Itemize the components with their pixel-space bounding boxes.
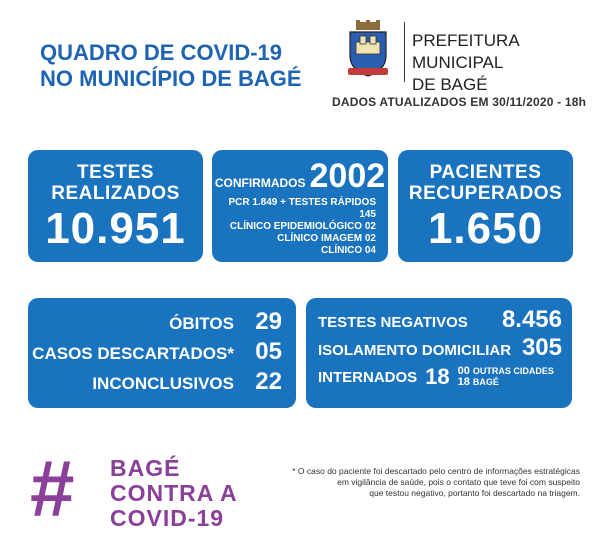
descartados-label: CASOS DESCARTADOS* bbox=[32, 344, 234, 363]
internados-outras-cidades bbox=[458, 366, 554, 377]
title-line-2: NO MUNICÍPIO DE BAGÉ bbox=[40, 66, 302, 91]
descartados-row bbox=[28, 338, 296, 368]
footnote-line-1: * O caso do paciente foi descartado pelo centro de informações estratégicas bbox=[292, 466, 580, 476]
isolamento-row bbox=[318, 334, 562, 362]
obitos-label: ÓBITOS bbox=[169, 314, 234, 333]
prefeitura-name bbox=[412, 30, 600, 96]
isolamento-value: 305 bbox=[521, 334, 562, 361]
confirmados-line-clinico: CLÍNICO 04 bbox=[320, 245, 376, 256]
internados-outras-num: 00 bbox=[457, 365, 470, 377]
confirmados-breakdown bbox=[212, 197, 388, 257]
internados-row bbox=[318, 362, 562, 392]
recuperados-label-line-1: PACIENTES bbox=[429, 162, 542, 183]
footnote-line-2: em vigilância de saúde, pois o contato que teve foi com suspeito bbox=[337, 477, 580, 487]
city-coat-of-arms-icon bbox=[342, 20, 394, 82]
testes-value: 10.951 bbox=[45, 204, 186, 253]
confirmados-card bbox=[212, 150, 388, 262]
confirmados-header bbox=[212, 158, 388, 194]
campaign-line-1: BAGÉ bbox=[110, 455, 181, 481]
negativos-row bbox=[318, 306, 562, 334]
descartados-value: 05 bbox=[255, 338, 282, 365]
obitos-value: 29 bbox=[255, 308, 282, 335]
inconclusivos-label: INCONCLUSIVOS bbox=[92, 374, 234, 393]
campaign-line-2: CONTRA A bbox=[110, 480, 238, 506]
hashtag-symbol: # bbox=[30, 444, 75, 533]
confirmados-line-epidemiologico: CLÍNICO EPIDEMIOLÓGICO 02 bbox=[229, 221, 376, 232]
obitos-card bbox=[28, 298, 296, 408]
confirmados-value: 2002 bbox=[309, 157, 386, 195]
internados-bage-label: BAGÉ bbox=[472, 377, 499, 387]
isolamento-label: ISOLAMENTO DOMICILIAR bbox=[318, 342, 512, 359]
title-line-1: QUADRO DE COVID-19 bbox=[40, 40, 283, 65]
updated-timestamp: DADOS ATUALIZADOS EM 30/11/2020 - 18h bbox=[332, 95, 587, 109]
recuperados-card bbox=[398, 150, 573, 262]
inconclusivos-row bbox=[28, 368, 296, 398]
internados-outras-label: OUTRAS CIDADES bbox=[472, 366, 554, 376]
recuperados-value: 1.650 bbox=[427, 204, 544, 253]
page-title bbox=[40, 40, 302, 92]
campaign-slogan bbox=[110, 456, 238, 531]
obitos-row bbox=[28, 308, 296, 338]
prefeitura-line-2: DE BAGÉ bbox=[412, 75, 488, 94]
status-card bbox=[306, 298, 572, 408]
footnote bbox=[265, 466, 580, 499]
testes-realizados-card bbox=[28, 150, 203, 262]
internados-breakdown bbox=[458, 366, 554, 388]
confirmados-line-imagem: CLÍNICO IMAGEM 02 bbox=[277, 233, 376, 244]
header-divider bbox=[404, 22, 405, 82]
internados-bage-num: 18 bbox=[457, 376, 470, 388]
testes-label-line-1: TESTES bbox=[77, 162, 154, 183]
inconclusivos-value: 22 bbox=[255, 368, 282, 395]
testes-label bbox=[28, 150, 203, 204]
prefeitura-line-1: PREFEITURA MUNICIPAL bbox=[412, 31, 519, 72]
recuperados-label-line-2: RECUPERADOS bbox=[408, 183, 563, 204]
campaign-line-3: COVID-19 bbox=[110, 505, 225, 531]
footnote-line-3: que testou negativo, portanto foi descartado na triagem. bbox=[369, 488, 580, 498]
confirmados-label: CONFIRMADOS bbox=[214, 176, 306, 190]
internados-bage bbox=[458, 377, 554, 388]
testes-label-line-2: REALIZADOS bbox=[51, 183, 180, 204]
internados-value: 18 bbox=[425, 364, 450, 389]
confirmados-line-pcr: PCR 1.849 + TESTES RÁPIDOS 145 bbox=[228, 197, 376, 220]
negativos-value: 8.456 bbox=[501, 306, 562, 333]
recuperados-label bbox=[398, 150, 573, 204]
internados-label: INTERNADOS bbox=[318, 368, 418, 386]
negativos-label: TESTES NEGATIVOS bbox=[318, 314, 468, 331]
